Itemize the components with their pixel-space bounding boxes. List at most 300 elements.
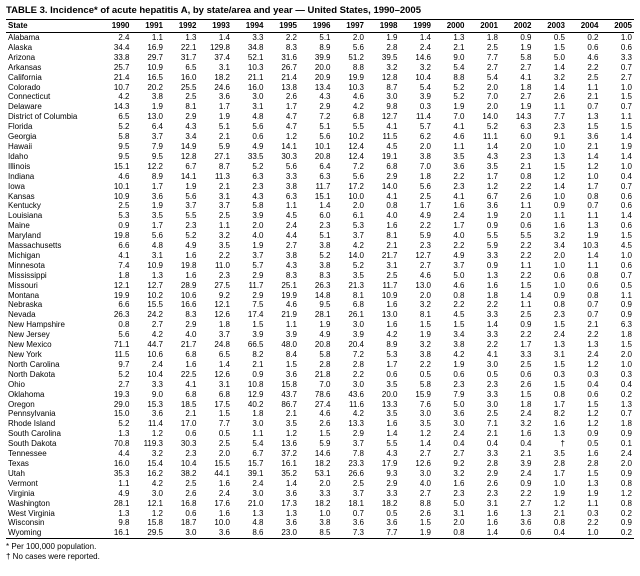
value-cell: 4.2: [151, 478, 163, 488]
value-cell: 34.4: [113, 42, 130, 52]
value-cell: 4.4: [118, 449, 130, 459]
value-cell: 5.2: [118, 369, 130, 379]
value-cell: 2.0: [520, 211, 532, 221]
value-cell: 2.1: [386, 241, 398, 251]
value-cell: 3.8: [319, 241, 331, 251]
value-cell: 16.8: [180, 498, 197, 508]
value-cell: 15.8: [147, 518, 163, 528]
value-cell: 3.3: [486, 330, 498, 340]
value-cell: 2.4: [520, 468, 532, 478]
column-header-year: 1990: [98, 20, 132, 33]
value-cell: 3.3: [486, 250, 498, 260]
value-cell: 1.3: [587, 221, 599, 231]
value-cell: 3.7: [352, 488, 364, 498]
value-cell: 12.7: [147, 280, 163, 290]
value-cell: 34.8: [247, 42, 264, 52]
value-cell: 1.7: [587, 181, 599, 191]
value-cell: 2.1: [520, 449, 532, 459]
value-cell: 4.5: [453, 310, 465, 320]
value-cell: 5.2: [453, 82, 465, 92]
value-cell: 3.5: [553, 449, 565, 459]
value-cell: 1.9: [453, 359, 465, 369]
value-cell: 16.0: [247, 82, 264, 92]
value-cell: 0.2: [620, 508, 632, 518]
value-cell: 2.3: [553, 122, 565, 132]
value-cell: 26.3: [314, 280, 331, 290]
value-cell: 4.2: [352, 409, 364, 419]
value-cell: 5.2: [252, 161, 264, 171]
value-cell: 1.6: [386, 221, 398, 231]
value-cell: 3.3: [285, 171, 297, 181]
value-cell: 5.2: [319, 250, 331, 260]
value-cell: 6.1: [352, 211, 364, 221]
value-cell: 11.3: [215, 171, 230, 181]
value-cell: 8.1: [352, 290, 364, 300]
value-cell: 4.0: [252, 231, 264, 241]
table-row: [6, 499, 634, 509]
value-cell: 3.0: [386, 92, 398, 102]
value-cell: 29.5: [132, 528, 166, 538]
value-cell: 4.8: [252, 518, 264, 528]
state-cell: Mississippi: [8, 270, 47, 280]
value-cell: 1.8: [620, 330, 632, 340]
value-cell: 2.0: [352, 33, 364, 42]
value-cell: 3.6: [453, 409, 465, 419]
value-cell: 35.2: [281, 468, 297, 478]
value-cell: 1.8: [620, 419, 632, 429]
value-cell: 0.3: [587, 369, 599, 379]
state-cell: Kansas: [8, 191, 35, 201]
table-row: [6, 390, 634, 400]
value-cell: 12.1: [147, 498, 163, 508]
column-header-year: 2002: [500, 20, 534, 33]
value-cell: 14.0: [381, 181, 398, 191]
value-cell: 3.9: [419, 92, 431, 102]
value-cell: 4.2: [453, 350, 465, 359]
state-cell: Georgia: [8, 132, 37, 142]
value-cell: 3.1: [218, 62, 230, 72]
value-cell: 3.1: [453, 508, 465, 518]
value-cell: 1.3: [118, 508, 130, 518]
value-cell: 2.0: [520, 141, 532, 151]
value-cell: 5.1: [319, 231, 331, 241]
value-cell: 3.6: [151, 409, 163, 419]
value-cell: 4.9: [185, 241, 197, 251]
value-cell: 8.2: [252, 350, 264, 359]
value-cell: 0.6: [553, 270, 565, 280]
value-cell: 3.3: [520, 350, 532, 359]
value-cell: 3.1: [553, 350, 565, 359]
state-cell: Delaware: [8, 102, 42, 112]
value-cell: 14.6: [314, 449, 331, 459]
value-cell: 0.6: [386, 369, 398, 379]
value-cell: 18.1: [348, 498, 364, 508]
value-cell: 9.5: [319, 300, 331, 310]
value-cell: 4.1: [118, 250, 130, 260]
value-cell: 2.5: [185, 478, 197, 488]
value-cell: 1.3: [553, 429, 565, 439]
value-cell: 1.2: [620, 488, 632, 498]
value-cell: 5.0: [453, 498, 465, 508]
value-cell: 0.4: [534, 528, 568, 538]
table-row: [6, 172, 634, 182]
value-cell: 0.5: [620, 280, 632, 290]
value-cell: 4.9: [453, 250, 465, 260]
value-cell: 5.5: [352, 122, 364, 132]
table-row: [6, 459, 634, 469]
value-cell: 1.1: [620, 290, 632, 300]
value-cell: 2.2: [520, 241, 532, 251]
value-cell: 1.1: [587, 260, 599, 270]
value-cell: 3.6: [151, 191, 163, 201]
value-cell: 4.5: [620, 241, 632, 251]
value-cell: 1.9: [386, 33, 398, 42]
value-cell: 20.2: [147, 82, 163, 92]
value-cell: 1.3: [553, 151, 565, 161]
value-cell: 0.6: [620, 42, 632, 52]
value-cell: 1.4: [587, 250, 599, 260]
value-cell: 25.1: [281, 280, 297, 290]
value-cell: 3.6: [486, 201, 498, 211]
value-cell: 1.5: [553, 359, 565, 369]
value-cell: 5.6: [285, 161, 297, 171]
value-cell: 1.6: [587, 449, 599, 459]
table-row: [6, 122, 634, 132]
value-cell: 2.4: [151, 359, 163, 369]
value-cell: 2.9: [185, 112, 197, 122]
state-cell: Alabama: [8, 33, 40, 42]
value-cell: 3.9: [352, 330, 364, 340]
value-cell: 1.3: [587, 478, 599, 488]
value-cell: 2.0: [486, 102, 498, 112]
value-cell: 20.0: [314, 62, 331, 72]
value-cell: 10.6: [180, 290, 197, 300]
value-cell: 15.4: [147, 458, 163, 468]
value-cell: 1.4: [553, 181, 565, 191]
value-cell: 11.1: [483, 132, 498, 142]
value-cell: 0.8: [620, 498, 632, 508]
value-cell: 11.6: [349, 399, 364, 409]
value-cell: 9.5: [151, 151, 163, 161]
value-cell: 10.1: [314, 141, 331, 151]
value-cell: 1.6: [185, 250, 197, 260]
value-cell: 7.5: [252, 300, 264, 310]
value-cell: 0.4: [520, 439, 532, 449]
table-row: [6, 281, 634, 291]
value-cell: 66.5: [247, 340, 264, 350]
table-row: [6, 310, 634, 320]
value-cell: 1.4: [486, 320, 498, 330]
value-cell: 12.6: [214, 369, 230, 379]
value-cell: 5.0: [453, 399, 465, 409]
value-cell: 3.2: [419, 62, 431, 72]
value-cell: 0.5: [486, 369, 498, 379]
table-row: [6, 53, 634, 63]
value-cell: 1.0: [553, 478, 565, 488]
value-cell: 12.9: [247, 389, 264, 399]
value-cell: 16.6: [180, 300, 197, 310]
value-cell: 6.0: [520, 132, 532, 142]
value-cell: 2.5: [486, 42, 498, 52]
value-cell: 26.1: [348, 310, 364, 320]
value-cell: 22.1: [180, 42, 197, 52]
value-cell: 2.5: [386, 270, 398, 280]
value-cell: 1.9: [520, 102, 532, 112]
value-cell: 8.3: [285, 42, 297, 52]
value-cell: 1.4: [419, 33, 431, 42]
value-cell: 21.9: [281, 310, 297, 320]
value-cell: 14.0: [348, 250, 364, 260]
value-cell: 9.5: [118, 141, 130, 151]
value-cell: 1.6: [553, 419, 565, 429]
value-cell: 3.9: [285, 330, 297, 340]
value-cell: 2.6: [285, 92, 297, 102]
value-cell: 2.2: [520, 488, 532, 498]
value-cell: 2.4: [118, 33, 130, 42]
value-cell: 0.4: [587, 379, 599, 389]
value-cell: 0.8: [620, 478, 632, 488]
value-cell: 3.5: [218, 241, 230, 251]
value-cell: 8.1: [386, 231, 398, 241]
value-cell: 2.7: [453, 449, 465, 459]
table-row: [6, 152, 634, 162]
state-cell: Idaho: [8, 151, 29, 161]
value-cell: 4.6: [419, 270, 431, 280]
value-cell: 1.3: [151, 270, 163, 280]
value-cell: 14.0: [482, 112, 498, 122]
value-cell: 7.2: [352, 350, 364, 359]
value-cell: 1.9: [319, 320, 331, 330]
value-cell: 3.5: [419, 419, 431, 429]
value-cell: 78.6: [314, 389, 331, 399]
value-cell: 2.5: [185, 92, 197, 102]
value-cell: 13.4: [314, 82, 331, 92]
value-cell: 5.8: [319, 350, 331, 359]
value-cell: 3.5: [285, 419, 297, 429]
value-cell: 18.7: [180, 518, 197, 528]
value-cell: 3.1: [386, 260, 398, 270]
value-cell: 5.6: [185, 191, 197, 201]
value-cell: 1.8: [118, 270, 130, 280]
value-cell: 5.2: [453, 92, 465, 102]
table-row: [6, 429, 634, 439]
value-cell: 3.5: [151, 211, 163, 221]
value-cell: 2.1: [587, 92, 599, 102]
value-cell: 3.7: [453, 260, 465, 270]
value-cell: 3.0: [352, 320, 364, 330]
value-cell: 16.5: [147, 72, 163, 82]
value-cell: 28.1: [314, 310, 331, 320]
value-cell: 24.8: [214, 340, 230, 350]
state-cell: Wisconsin: [8, 518, 45, 528]
value-cell: 0.3: [620, 369, 632, 379]
state-cell: Alaska: [8, 42, 33, 52]
value-cell: 1.9: [486, 211, 498, 221]
value-cell: 3.3: [151, 379, 163, 389]
column-header-year: 1997: [333, 20, 367, 33]
table-row: [6, 479, 634, 489]
value-cell: 4.1: [520, 72, 532, 82]
value-cell: 38.2: [180, 468, 197, 478]
value-cell: 1.3: [453, 33, 465, 42]
table-row: [6, 92, 634, 102]
value-cell: 86.7: [281, 399, 297, 409]
value-cell: 37.4: [214, 52, 230, 62]
value-cell: 0.6: [520, 369, 532, 379]
state-cell: Missouri: [8, 280, 38, 290]
value-cell: 1.0: [553, 260, 565, 270]
value-cell: 1.1: [587, 82, 599, 92]
value-cell: 2.4: [453, 211, 465, 221]
value-cell: 10.4: [147, 369, 163, 379]
value-cell: 1.6: [486, 280, 498, 290]
value-cell: 0.6: [185, 429, 197, 439]
table-row: [6, 271, 634, 281]
value-cell: 1.2: [151, 429, 163, 439]
value-cell: 3.2: [520, 419, 532, 429]
value-cell: 4.0: [453, 231, 465, 241]
value-cell: 14.1: [180, 171, 197, 181]
value-cell: 6.5: [218, 350, 230, 359]
value-cell: 53.1: [314, 468, 331, 478]
value-cell: 1.2: [419, 429, 431, 439]
value-cell: 3.2: [218, 231, 230, 241]
value-cell: 11.7: [248, 280, 264, 290]
value-cell: 1.1: [453, 141, 465, 151]
value-cell: 8.3: [285, 270, 297, 280]
value-cell: 2.2: [453, 241, 465, 251]
value-cell: 2.3: [486, 488, 498, 498]
value-cell: 1.4: [467, 528, 501, 538]
value-cell: 0.9: [620, 468, 632, 478]
value-cell: 2.4: [419, 42, 431, 52]
value-cell: 3.2: [553, 231, 565, 241]
value-cell: 28.1: [113, 498, 130, 508]
value-cell: 13.0: [381, 310, 398, 320]
value-cell: 1.7: [285, 102, 297, 112]
table-row: [6, 300, 634, 310]
table-row: [6, 419, 634, 429]
value-cell: 2.6: [419, 508, 431, 518]
value-cell: 3.2: [453, 468, 465, 478]
value-cell: 1.1: [252, 429, 264, 439]
value-cell: 2.4: [285, 221, 297, 231]
value-cell: 2.2: [587, 62, 599, 72]
value-cell: 3.0: [453, 419, 465, 429]
value-cell: 1.9: [252, 241, 264, 251]
value-cell: 1.9: [587, 231, 599, 241]
value-cell: 1.5: [553, 379, 565, 389]
value-cell: 1.6: [453, 478, 465, 488]
value-cell: 9.2: [218, 290, 230, 300]
value-cell: 0.2: [601, 528, 635, 538]
value-cell: 21.7: [381, 250, 398, 260]
value-cell: 1.6: [185, 270, 197, 280]
value-cell: 14.9: [180, 141, 197, 151]
value-cell: 1.1: [118, 478, 130, 488]
column-header-year: 1994: [232, 20, 266, 33]
value-cell: 24.6: [214, 82, 230, 92]
value-cell: 6.8: [218, 389, 230, 399]
value-cell: 1.5: [553, 42, 565, 52]
state-cell: New Mexico: [8, 340, 52, 350]
value-cell: 1.6: [553, 221, 565, 231]
value-cell: 20.8: [314, 151, 331, 161]
state-cell: Iowa: [8, 181, 25, 191]
value-cell: 5.9: [218, 141, 230, 151]
value-cell: 1.7: [419, 201, 431, 211]
value-cell: 5.9: [319, 439, 331, 449]
value-cell: 2.0: [352, 201, 364, 211]
value-cell: 3.6: [520, 518, 532, 528]
value-cell: 2.3: [218, 270, 230, 280]
table-row: [6, 231, 634, 241]
value-cell: 1.5: [587, 399, 599, 409]
value-cell: 71.1: [113, 340, 130, 350]
state-cell: Tennessee: [8, 449, 47, 459]
value-cell: 1.7: [151, 181, 163, 191]
value-cell: 0.5: [587, 439, 599, 449]
value-cell: 8.8: [352, 62, 364, 72]
value-cell: 25.5: [180, 82, 197, 92]
value-cell: 7.1: [486, 419, 498, 429]
value-cell: 1.2: [285, 429, 297, 439]
state-cell: West Virginia: [8, 508, 55, 518]
value-cell: 11.5: [114, 350, 130, 359]
value-cell: 23.0: [266, 528, 300, 538]
value-cell: 4.2: [352, 241, 364, 251]
value-cell: 18.2: [314, 458, 331, 468]
table-row: [6, 409, 634, 419]
value-cell: 12.7: [415, 250, 431, 260]
value-cell: 3.3: [252, 33, 264, 42]
value-cell: 0.9: [620, 310, 632, 320]
value-cell: 1.6: [185, 359, 197, 369]
value-cell: 6.7: [486, 191, 498, 201]
value-cell: 3.8: [419, 350, 431, 359]
value-cell: 2.8: [486, 458, 498, 468]
value-cell: 21.7: [180, 340, 197, 350]
value-cell: 19.8: [113, 231, 130, 241]
value-cell: 5.6: [118, 330, 130, 340]
value-cell: 4.6: [285, 300, 297, 310]
value-cell: 0.6: [620, 221, 632, 231]
state-cell: Minnesota: [8, 260, 45, 270]
value-cell: 51.2: [348, 52, 364, 62]
value-cell: 4.7: [285, 122, 297, 132]
value-cell: 2.3: [252, 181, 264, 191]
value-cell: 2.7: [520, 92, 532, 102]
value-cell: 10.2: [147, 290, 163, 300]
value-cell: 5.6: [319, 132, 331, 142]
column-header-year: 1996: [299, 20, 333, 33]
value-cell: 2.8: [319, 359, 331, 369]
value-cell: 0.3: [553, 369, 565, 379]
value-cell: 3.6: [218, 92, 230, 102]
column-header-year: 1991: [132, 20, 166, 33]
value-cell: 1.1: [553, 211, 565, 221]
value-cell: 6.6: [118, 241, 130, 251]
value-cell: 6.8: [185, 350, 197, 359]
table-row: [6, 330, 634, 340]
value-cell: 1.3: [185, 33, 197, 42]
value-cell: 0.6: [252, 132, 264, 142]
state-cell: Utah: [8, 468, 25, 478]
state-cell: Virginia: [8, 488, 35, 498]
value-cell: 5.7: [419, 122, 431, 132]
table-row: [6, 182, 634, 192]
value-cell: 43.6: [348, 389, 364, 399]
